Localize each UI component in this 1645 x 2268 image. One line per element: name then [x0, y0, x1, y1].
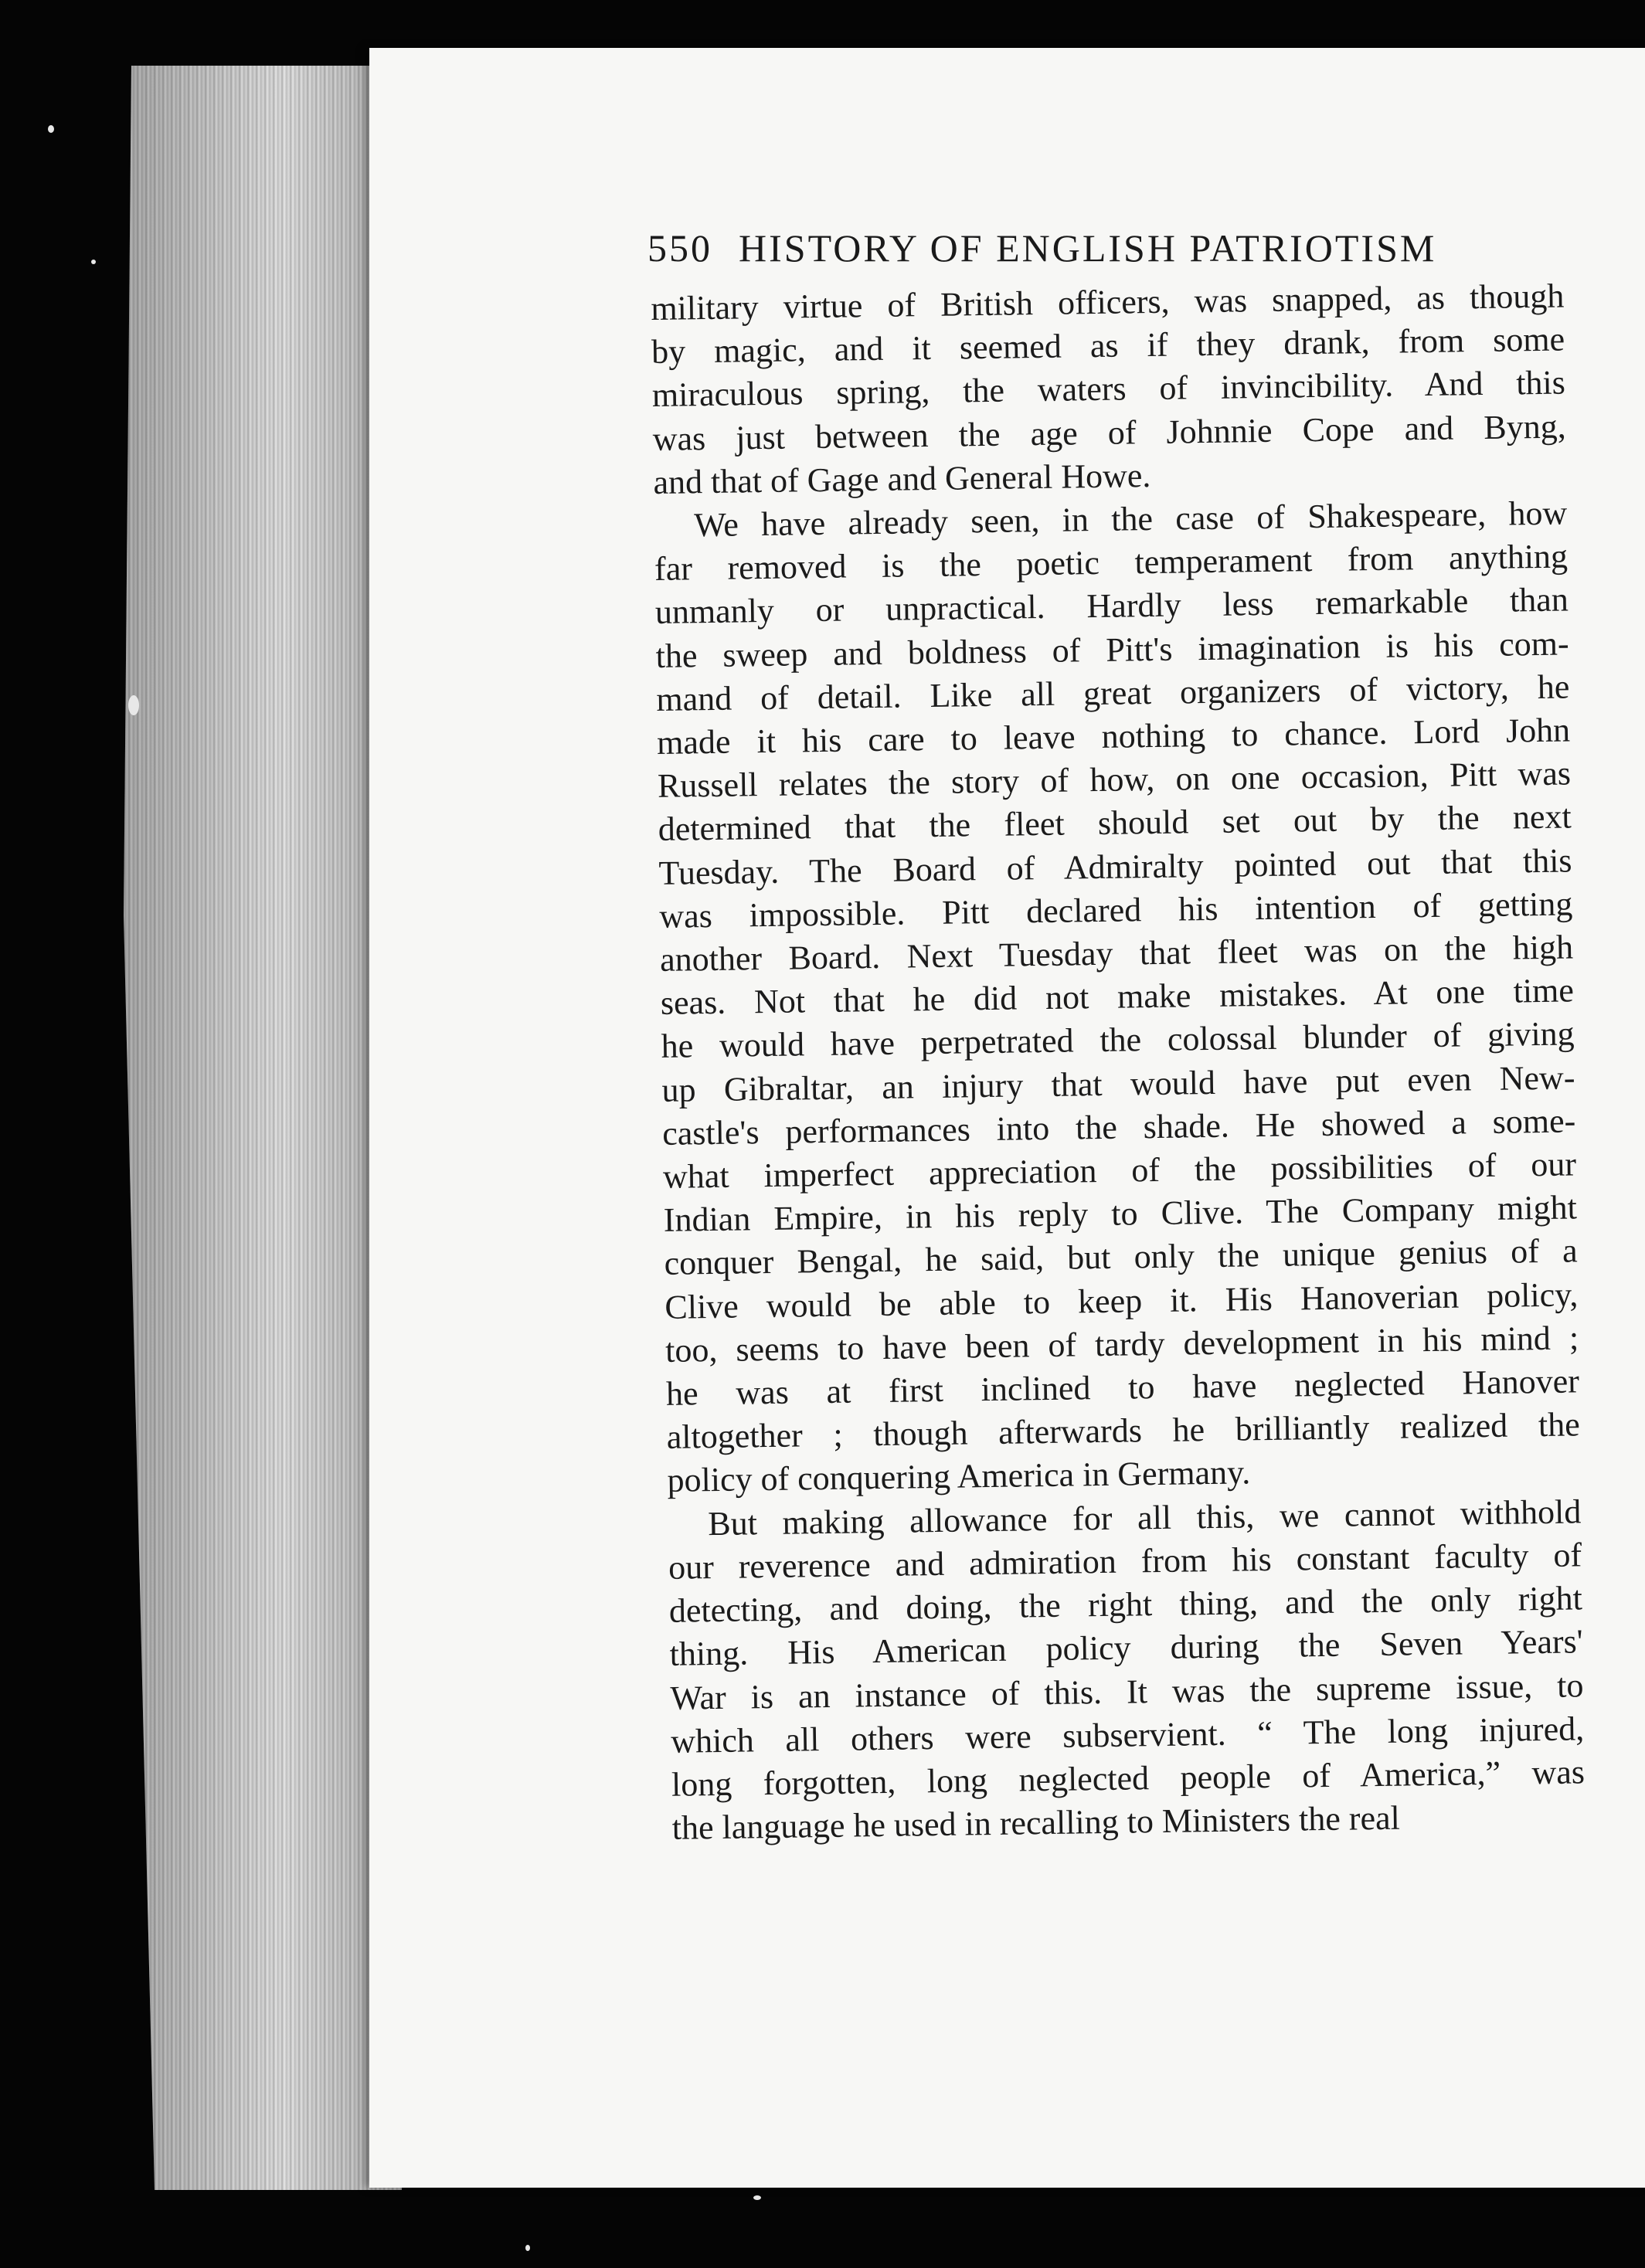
text-line: Russell relates the story of how, on one occasion, Pitt was	[657, 754, 1572, 806]
text-line: determined that the fleet should set out by the next	[658, 797, 1572, 849]
text-line: altogether ; though afterwards he brilliantly realized the	[666, 1405, 1581, 1457]
page-number: 550	[647, 226, 712, 270]
text-line: he would have perpetrated the colossal blunder of giving	[661, 1014, 1575, 1066]
paragraph	[654, 491, 1581, 1502]
dust-speck	[48, 125, 54, 133]
paragraph	[668, 1490, 1586, 1850]
text-line: conquer Bengal, he said, but only the unique genius of a	[664, 1231, 1578, 1283]
text-line: up Gibraltar, an injury that would have put even New-	[661, 1058, 1575, 1109]
text-line: Clive would be able to keep it. His Hanoverian policy,	[664, 1275, 1579, 1326]
text-line: Indian Empire, in his reply to Clive. The Company might	[663, 1188, 1578, 1240]
text-line: miraculous spring, the waters of invincibility. And this	[651, 363, 1566, 415]
body-text	[651, 274, 1586, 1850]
text-line: thing. His American policy during the Seven Years'	[669, 1622, 1583, 1674]
text-line: was impossible. Pitt declared his intention of getting	[659, 884, 1573, 935]
text-line: our reverence and admiration from his constant faculty of	[668, 1536, 1582, 1587]
running-header	[647, 226, 1436, 270]
text-line: what imperfect appreciation of the possibilities of our	[662, 1145, 1577, 1196]
dust-speck	[91, 260, 96, 264]
text-line: detecting, and doing, the right thing, and the only right	[668, 1579, 1583, 1630]
dust-speck	[128, 695, 139, 715]
text-line: Tuesday. The Board of Admiralty pointed out that this	[658, 841, 1572, 892]
text-line: too, seems to have been of tardy development in his mind ;	[664, 1319, 1579, 1370]
text-line: by magic, and it seemed as if they drank, from some	[651, 320, 1565, 372]
text-line: which all others were subservient. “ The long injured,	[670, 1709, 1585, 1760]
text-line: military virtue of British officers, was snapped, as though	[651, 277, 1565, 328]
text-line: long forgotten, long neglected people of America,” was	[671, 1753, 1586, 1804]
paragraph	[651, 274, 1567, 504]
text-line: he was at first inclined to have neglected Hanover	[665, 1362, 1580, 1413]
text-line: was just between the age of Johnnie Cope and Byng,	[652, 407, 1566, 458]
text-line: castle's performances into the shade. He showed a some-	[661, 1102, 1576, 1153]
text-line: seas. Not that he did not make mistakes. At one time	[660, 971, 1575, 1023]
page-edges-shadow	[108, 66, 402, 2190]
dust-speck	[525, 2245, 530, 2251]
text-line: But making allowance for all this, we cannot withhold	[708, 1492, 1582, 1543]
text-line: mand of detail. Like all great organizers of victory, he	[656, 667, 1570, 718]
running-title: HISTORY OF ENGLISH PATRIOTISM	[739, 226, 1437, 270]
text-line: another Board. Next Tuesday that fleet was on the high	[659, 928, 1574, 979]
dust-speck	[753, 2195, 761, 2200]
text-line: unmanly or unpractical. Hardly less remarkable than	[654, 580, 1569, 632]
text-line: far removed is the poetic temperament from anything	[654, 537, 1569, 589]
text-line: made it his care to leave nothing to chance. Lord John	[656, 711, 1571, 762]
text-line: policy of conquering America in Germany.	[667, 1453, 1251, 1500]
text-line: We have already seen, in the case of Shakespeare, how	[693, 494, 1568, 545]
text-line: and that of Gage and General Howe.	[653, 456, 1151, 501]
text-line: War is an instance of this. It was the supreme issue, to	[670, 1665, 1584, 1717]
text-line: the language he used in recalling to Ministers the real	[671, 1798, 1401, 1847]
text-line: the sweep and boldness of Pitt's imagination is his com-	[655, 624, 1569, 675]
